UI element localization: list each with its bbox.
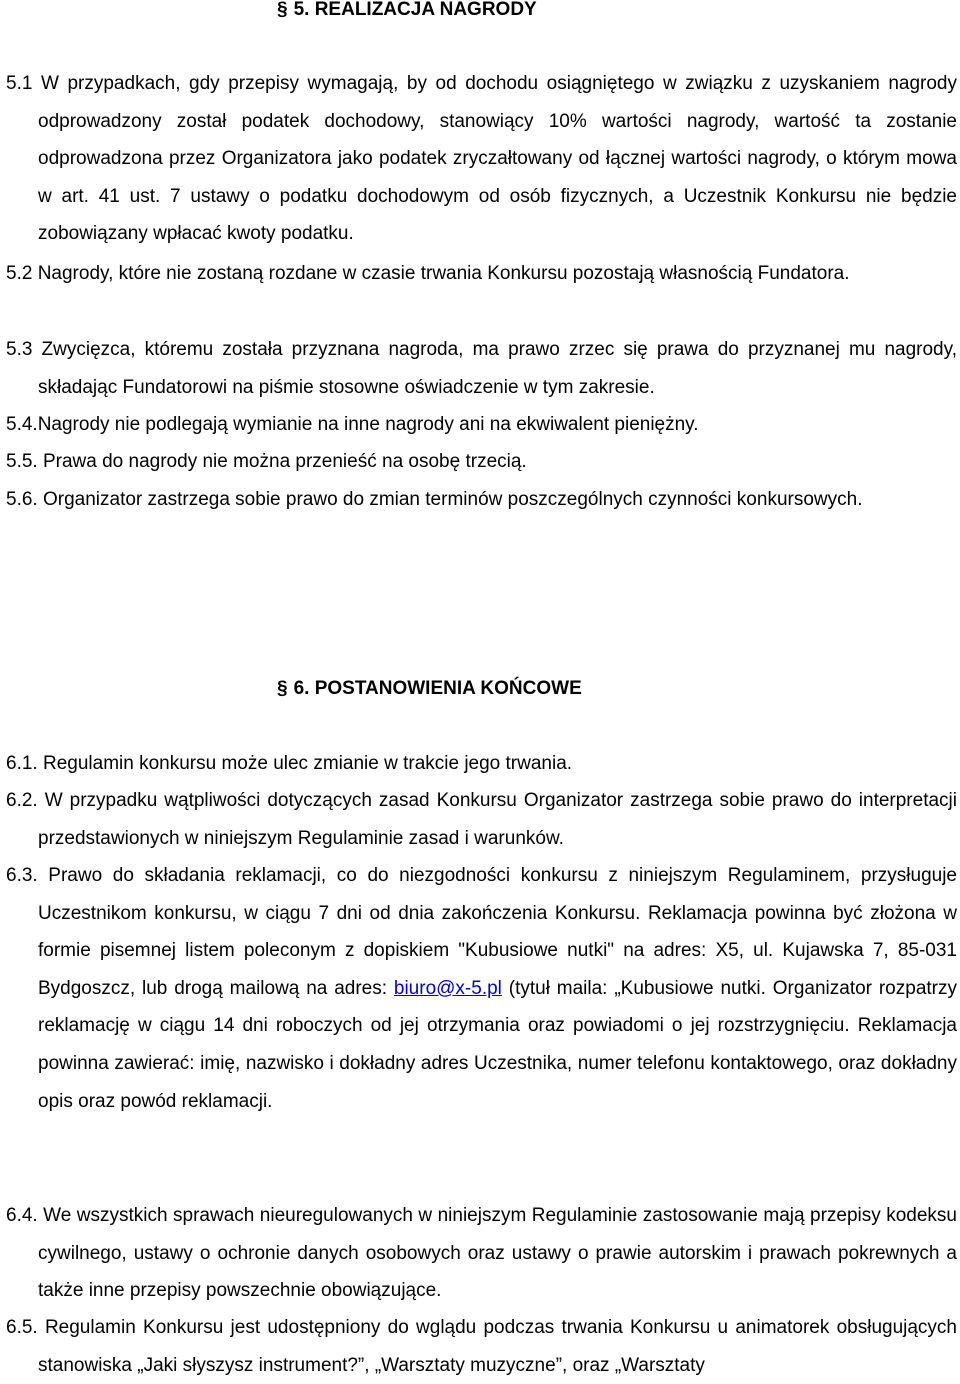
paragraph-text: Prawa do nagrody nie można przenieść na osobę trzecią. (37, 451, 527, 472)
paragraph-number: 5.1 (6, 73, 33, 94)
paragraph-text: Regulamin konkursu może ulec zmianie w trakcie jego trwania. (37, 753, 573, 774)
paragraph-number: 6.2. (6, 790, 38, 811)
paragraph-text: We wszystkich sprawach nieuregulowanych w niniejszym Regulaminie zastosowanie mają przepisy kodeksu cywilnego, ustawy o ochronie danych osobowych oraz ustawy o prawie autorskim i prawach pokrewnych a także inne przepisy powszechnie obowiązujące. (37, 1205, 957, 1302)
paragraph-text: Nagrody nie podlegają wymianie na inne nagrody ani na ekwiwalent pieniężny. (37, 414, 699, 435)
paragraph-5-1 (6, 65, 957, 253)
paragraph-6-2 (6, 782, 957, 857)
paragraph-text: Zwycięzca, któremu została przyznana nagroda, ma prawo zrzec się prawa do przyznanej mu nagrody, składając Fundatorowi na piśmie stosowne oświadczenie w tym zakresie. (32, 339, 957, 398)
section-sign-icon: § (277, 0, 288, 20)
paragraph-number: 5.4. (6, 414, 38, 435)
paragraph-6-4 (6, 1197, 957, 1310)
section-heading-5 (277, 0, 537, 22)
paragraph-5-2 (6, 255, 957, 293)
paragraph-text: Nagrody, które nie zostaną rozdane w czasie trwania Konkursu pozostają własnością Fundatora. (32, 263, 850, 284)
paragraph-number: 6.4. (6, 1205, 38, 1226)
paragraph-text-after: (tytuł maila: „Kubusiowe nutki. Organizator rozpatrzy reklamację w ciągu 14 dni roboczych od jej otrzymania oraz powiadomi o jej rozstrzygnięciu. Reklamacja powinna zawierać: imię, nazwisko i dokładny adres Uczestnika, numer telefonu kontaktowego, oraz dokładny opis oraz powód reklamacji. (38, 977, 957, 1112)
section-title: 6. POSTANOWIENIA KOŃCOWE (293, 678, 582, 699)
paragraph-text-before: Prawo do składania reklamacji, co do niezgodności konkursu z niniejszym Regulaminem, przysługuje Uczestnikom konkursu, w ciągu 7 dni od dnia zakończenia Konkursu. Reklamacja powinna być złożona w formie pisemnej listem poleconym z dopiskiem "Kubusiowe nutki" na adres: X5, ul. Kujawska 7, 85-031 Bydgoszcz, lub drogą mailową na adres: (37, 865, 957, 999)
paragraph-6-1 (6, 745, 957, 783)
paragraph-5-6 (6, 481, 957, 519)
paragraph-text: Organizator zastrzega sobie prawo do zmian terminów poszczególnych czynności konkursowych. (37, 489, 863, 510)
paragraph-number: 5.6. (6, 489, 38, 510)
paragraph-6-5 (6, 1309, 957, 1384)
email-link[interactable]: biuro@x-5.pl (393, 977, 502, 999)
paragraph-number: 6.1. (6, 753, 38, 774)
paragraph-number: 5.2 (6, 263, 33, 284)
paragraph-text: W przypadku wątpliwości dotyczących zasad Konkursu Organizator zastrzega sobie prawo do interpretacji przedstawionych w niniejszym Regulaminie zasad i warunków. (37, 790, 957, 849)
paragraph-number: 6.3. (6, 865, 38, 886)
section-title: 5. REALIZACJA NAGRODY (293, 0, 537, 20)
paragraph-5-3 (6, 331, 957, 406)
paragraph-number: 5.3 (6, 339, 33, 360)
paragraph-5-4 (6, 406, 957, 444)
paragraph-number: 5.5. (6, 451, 38, 472)
paragraph-text: Regulamin Konkursu jest udostępniony do wglądu podczas trwania Konkursu u animatorek obsługujących stanowiska „Jaki słyszysz instrument?”, „Warsztaty muzyczne”, oraz „Warsztaty (37, 1317, 957, 1376)
section-heading-6 (277, 677, 582, 701)
paragraph-6-3 (6, 857, 957, 1120)
paragraph-number: 6.5. (6, 1317, 38, 1338)
paragraph-5-5 (6, 443, 957, 481)
paragraph-text: W przypadkach, gdy przepisy wymagają, by od dochodu osiągniętego w związku z uzyskaniem nagrody odprowadzony został podatek dochodowy, stanowiący 10% wartości nagrody, wartość ta zostanie odprowadzona przez Organizatora jako podatek zryczałtowany od łącznej wartości nagrody, o którym mowa w art. 41 ust. 7 ustawy o podatku dochodowym od osób fizycznych, a Uczestnik Konkursu nie będzie zobowiązany wpłacać kwoty podatku. (32, 73, 957, 245)
section-sign-icon: § (277, 678, 288, 699)
